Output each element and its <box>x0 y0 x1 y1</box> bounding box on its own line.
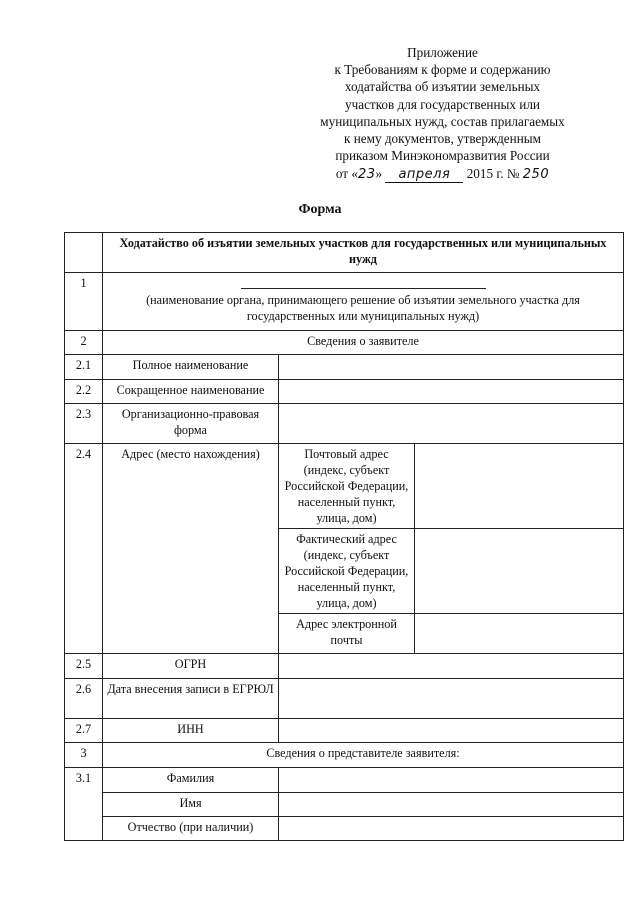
inn-value-cell[interactable] <box>279 719 624 743</box>
authority-name-cell <box>103 273 624 331</box>
petition-form-table <box>64 232 624 841</box>
first-name-value-cell[interactable] <box>279 793 624 817</box>
postal-address-value-cell[interactable] <box>415 444 624 529</box>
field-label: Имя <box>103 793 279 817</box>
table-row <box>65 654 624 679</box>
appendix-line: приказом Минэкономразвития России <box>335 148 550 164</box>
section-title: Сведения о заявителе <box>103 331 624 355</box>
field-label: Адрес (место нахождения) <box>103 444 279 654</box>
field-label: Организационно-правовая форма <box>103 404 279 444</box>
postal-address-label: Почтовый адрес (индекс, субъект Российской Федерации, населенный пункт, улица, дом) <box>279 444 415 529</box>
date-prefix: от « <box>335 166 358 182</box>
row-number: 3.1 <box>65 768 103 841</box>
egrul-date-value-cell[interactable] <box>279 679 624 719</box>
form-title: Форма <box>298 202 342 217</box>
field-label: Отчество (при наличии) <box>103 817 279 841</box>
actual-address-value-cell[interactable] <box>415 529 624 614</box>
table-row <box>65 331 624 355</box>
field-label: ОГРН <box>103 654 279 679</box>
date-quote-close: » <box>375 166 383 182</box>
row-number: 2.5 <box>65 654 103 679</box>
table-row <box>65 355 624 380</box>
field-label: Полное наименование <box>103 355 279 380</box>
appendix-line: участков для государственных или <box>345 96 540 112</box>
table-row <box>65 719 624 743</box>
table-row <box>65 444 624 529</box>
row-number: 2.7 <box>65 719 103 743</box>
row-number: 3 <box>65 743 103 768</box>
table-header-row <box>65 233 624 273</box>
appendix-line: ходатайства об изъятии земельных <box>344 79 541 95</box>
row-number: 1 <box>65 273 103 331</box>
table-row <box>65 743 624 768</box>
authority-name-caption: (наименование органа, принимающего решение об изъятии земельного участка для государственных или муниципальных нужд) <box>146 293 580 323</box>
field-label: Фамилия <box>103 768 279 793</box>
authority-name-line[interactable] <box>241 288 486 289</box>
table-row <box>65 817 624 841</box>
appendix-line: к нему документов, утвержденным <box>343 131 541 147</box>
table-row <box>65 768 624 793</box>
appendix-line: к Требованиям к форме и содержанию <box>334 62 551 78</box>
actual-address-label: Фактический адрес (индекс, субъект Российской Федерации, населенный пункт, улица, дом) <box>279 529 415 614</box>
table-row <box>65 793 624 817</box>
legal-form-value-cell[interactable] <box>279 404 624 444</box>
surname-value-cell[interactable] <box>279 768 624 793</box>
header-empty-cell <box>65 233 103 273</box>
full-name-value-cell[interactable] <box>279 355 624 380</box>
ogrn-value-cell[interactable] <box>279 654 624 679</box>
table-row <box>65 380 624 404</box>
row-number: 2.1 <box>65 355 103 380</box>
order-date-line <box>300 165 585 183</box>
form-header: Ходатайство об изъятии земельных участков для государственных или муниципальных нужд <box>103 233 624 273</box>
table-row <box>65 273 624 331</box>
email-label: Адрес электронной почты <box>279 614 415 654</box>
field-label: ИНН <box>103 719 279 743</box>
field-label: Дата внесения записи в ЕГРЮЛ <box>103 679 279 719</box>
row-number: 2 <box>65 331 103 355</box>
date-year: 2015 г. № <box>466 166 520 182</box>
handwritten-day: 23 <box>357 167 376 183</box>
handwritten-number: 250 <box>522 167 550 183</box>
table-row <box>65 404 624 444</box>
row-number: 2.2 <box>65 380 103 404</box>
appendix-line: муниципальных нужд, состав прилагаемых <box>320 113 565 129</box>
section-title: Сведения о представителе заявителя: <box>103 743 624 768</box>
handwritten-month: апреля <box>385 167 463 183</box>
row-number: 2.6 <box>65 679 103 719</box>
appendix-block <box>300 44 585 184</box>
field-label: Сокращенное наименование <box>103 380 279 404</box>
short-name-value-cell[interactable] <box>279 380 624 404</box>
email-value-cell[interactable] <box>415 614 624 654</box>
table-row <box>65 679 624 719</box>
appendix-line: Приложение <box>407 45 478 60</box>
patronymic-value-cell[interactable] <box>279 817 624 841</box>
row-number: 2.3 <box>65 404 103 444</box>
row-number: 2.4 <box>65 444 103 654</box>
